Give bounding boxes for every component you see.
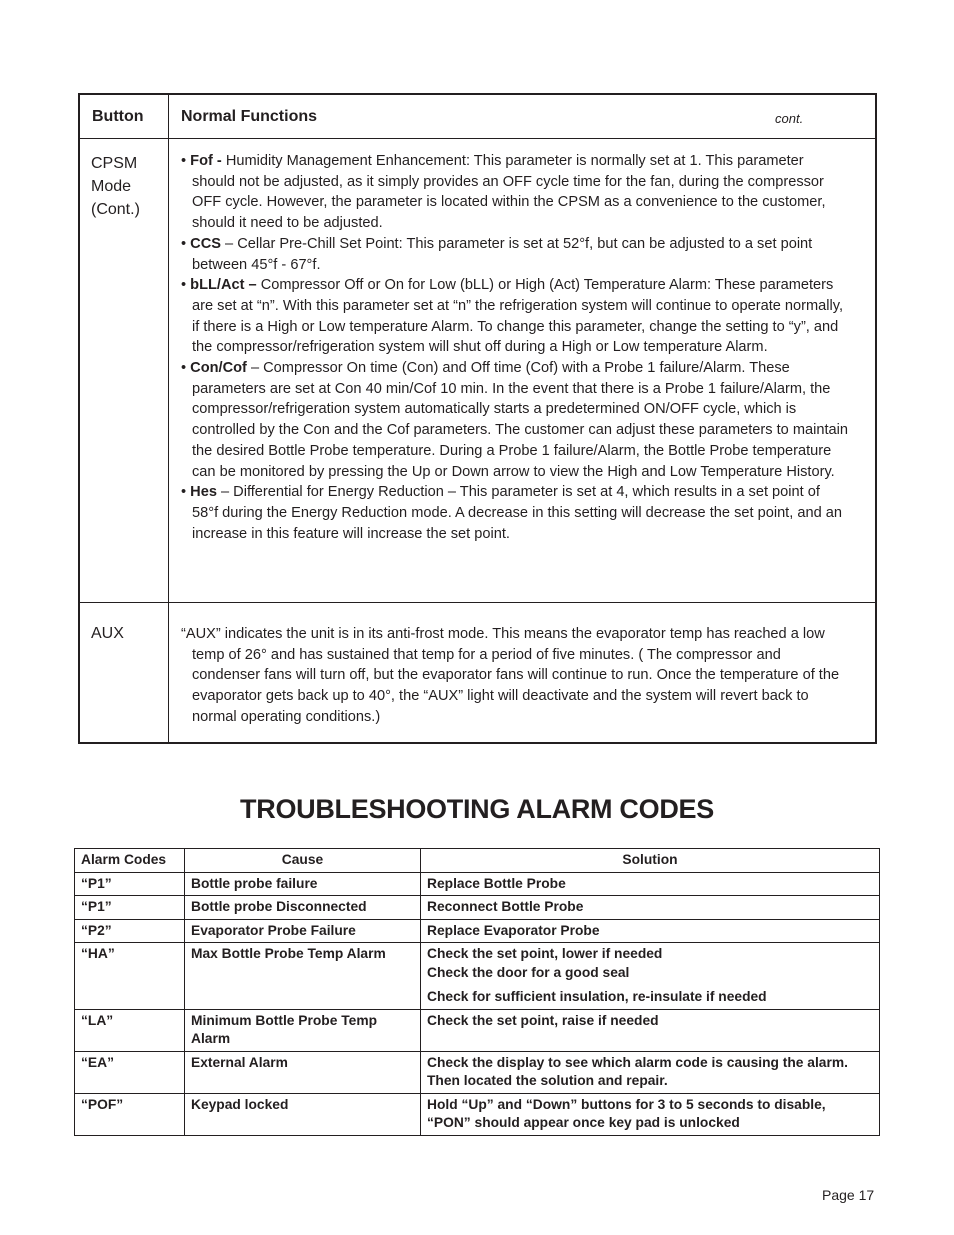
solution-line: Check the set point, raise if needed bbox=[427, 1012, 659, 1028]
header-button: Button bbox=[92, 108, 144, 125]
parameter-bll-act: • bLL/Act – Compressor Off or On for Low (bLL) or High (Act) Temperature Alarm: These parameters are set at “n”. With this parameter set at “n” the refrigeration system will continue to operate normally, if there is a High or Low temperature Alarm. To change this parameter, change the setting to “y”, and the compressor/refrigeration system will shut off during a High or Low temperature Alarm. bbox=[181, 277, 844, 356]
table-row bbox=[75, 919, 880, 943]
aux-description bbox=[181, 624, 849, 728]
header-divider bbox=[80, 138, 875, 139]
section-heading: TROUBLESHOOTING ALARM CODES bbox=[240, 794, 714, 824]
parameter-fof: • Fof - Humidity Management Enhancement: This parameter is normally set at 1. This parameter should not be adjusted, as it simply provides an OFF cycle time for the fan, during the compressor OFF cycle. However, the parameter is located within the CPSM as a convenience to the customer, should it need to be adjusted. bbox=[181, 153, 826, 232]
alarm-cause: Evaporator Probe Failure bbox=[185, 919, 421, 943]
column-divider bbox=[168, 95, 169, 742]
table-row bbox=[75, 896, 880, 920]
alarm-code: “EA” bbox=[75, 1051, 185, 1093]
alarm-solution bbox=[421, 872, 880, 896]
table-row bbox=[75, 1009, 880, 1051]
aux-text: “AUX” indicates the unit is in its anti-frost mode. This means the evaporator temp has reached a low temp of 26° and has sustained that temp for a period of five minutes. ( The compressor and condenser fans will turn off, but the evaporator fans will continue to run. Once the temperature of the evaporator gets back up to 40°, the “AUX” light will deactivate and the system will revert back to normal operating conditions.) bbox=[181, 626, 840, 725]
button-label-aux bbox=[91, 622, 166, 645]
parameter-description: – Compressor On time (Con) and Off time (Cof) with a Probe 1 failure/Alarm. These parameters are set at Con 40 min/Cof 10 min. In the event that there is a Probe 1 failure/Alarm, the compressor/refrigeration system automatically starts a predetermined ON/OFF cycle, which is controlled by the Con and the Cof parameters. The customer can adjust these parameters to maintain the desired Bottle Probe temperature. During a Probe 1 failure/Alarm, the Bottle Probe temperature can be monitored by pressing the Up or Down arrow to view the High and Low Temperature History. bbox=[192, 360, 848, 480]
alarm-solution bbox=[421, 1009, 880, 1051]
button-label-line: (Cont.) bbox=[91, 201, 140, 218]
alarm-code: “P2” bbox=[75, 919, 185, 943]
solution-line: Check the door for a good seal bbox=[427, 964, 630, 980]
alarm-solution bbox=[421, 919, 880, 943]
parameter-con-cof: • Con/Cof – Compressor On time (Con) and Off time (Cof) with a Probe 1 failure/Alarm. These parameters are set at Con 40 min/Cof 10 min. In the event that there is a Probe 1 failure/Alarm, the compressor/refrigeration system automatically starts a predetermined ON/OFF cycle, which is controlled by the Con and the Cof parameters. The customer can adjust these parameters to maintain the desired Bottle Probe temperature. During a Probe 1 failure/Alarm, the Bottle Probe temperature can be monitored by pressing the Up or Down arrow to view the High and Low Temperature History. bbox=[181, 360, 848, 480]
table-row bbox=[75, 872, 880, 896]
button-label-line: AUX bbox=[91, 625, 124, 642]
header-cont-note: cont. bbox=[775, 111, 804, 126]
cpsm-parameter-list bbox=[181, 151, 849, 544]
header-solution: Solution bbox=[421, 849, 880, 873]
solution-line: Check for sufficient insulation, re-insulate if needed bbox=[427, 989, 767, 1004]
button-label-line: CPSM bbox=[91, 155, 138, 172]
parameter-hes: • Hes – Differential for Energy Reduction – This parameter is set at 4, which results in a set point of 58°f during the Energy Reduction mode. A decrease in this setting will decrease the set point, and an increase in this feature will increase the set point. bbox=[181, 484, 842, 542]
row-divider bbox=[80, 602, 875, 603]
solution-line: Check the display to see which alarm code is causing the alarm. Then located the solution and repair. bbox=[427, 1054, 848, 1088]
alarm-codes-table bbox=[74, 848, 880, 1136]
alarm-code: “P1” bbox=[75, 872, 185, 896]
solution-line: Replace Evaporator Probe bbox=[427, 922, 600, 938]
normal-functions-table bbox=[78, 93, 877, 744]
parameter-term: CCS bbox=[190, 235, 221, 252]
alarm-cause: Bottle probe Disconnected bbox=[185, 896, 421, 920]
button-label-line: Mode bbox=[91, 178, 132, 195]
alarm-code: “POF” bbox=[75, 1093, 185, 1135]
alarm-code: “HA” bbox=[75, 943, 185, 1010]
header-cause: Cause bbox=[185, 849, 421, 873]
solution-line: Replace Bottle Probe bbox=[427, 875, 566, 891]
alarm-code: “P1” bbox=[75, 896, 185, 920]
solution-line: Hold “Up” and “Down” buttons for 3 to 5 seconds to disable, “PON” should appear once key pad is unlocked bbox=[427, 1096, 826, 1130]
header-alarm-codes: Alarm Codes bbox=[75, 849, 185, 873]
parameter-description: – Cellar Pre-Chill Set Point: This parameter is set at 52°f, but can be adjusted to a set point between 45°f - 67°f. bbox=[192, 235, 813, 273]
table-header-row bbox=[75, 849, 880, 873]
alarm-cause: External Alarm bbox=[185, 1051, 421, 1093]
solution-line: Reconnect Bottle Probe bbox=[427, 899, 584, 914]
parameter-term: Con/Cof bbox=[190, 360, 247, 377]
parameter-term: Hes bbox=[190, 484, 217, 501]
parameter-description: Compressor Off or On for Low (bLL) or High (Act) Temperature Alarm: These parameters are set at “n”. With this parameter set at “n” the refrigeration system will continue to operate normally, if there is a High or Low temperature Alarm. To change this parameter, change the setting to “y”, and the compressor/refrigeration system will shut off during a High or Low temperature Alarm. bbox=[192, 277, 844, 356]
alarm-cause: Minimum Bottle Probe Temp Alarm bbox=[185, 1009, 421, 1051]
table-row bbox=[75, 1093, 880, 1135]
page-number: Page 17 bbox=[822, 1187, 875, 1203]
alarm-cause: Max Bottle Probe Temp Alarm bbox=[185, 943, 421, 1010]
parameter-description: Humidity Management Enhancement: This parameter is normally set at 1. This parameter should not be adjusted, as it simply provides an OFF cycle time for the fan, during the compressor OFF cycle. However, the parameter is located within the CPSM as a convenience to the customer, should it need to be adjusted. bbox=[192, 153, 826, 232]
table-row bbox=[75, 943, 880, 1010]
parameter-term: Fof - bbox=[190, 153, 222, 169]
alarm-solution bbox=[421, 896, 880, 920]
alarm-solution bbox=[421, 943, 880, 1010]
alarm-cause: Bottle probe failure bbox=[185, 872, 421, 896]
parameter-ccs: • CCS – Cellar Pre-Chill Set Point: This parameter is set at 52°f, but can be adjusted to a set point between 45°f - 67°f. bbox=[181, 235, 813, 273]
table-row bbox=[75, 1051, 880, 1093]
alarm-cause: Keypad locked bbox=[185, 1093, 421, 1135]
button-label-cpsm bbox=[91, 152, 166, 221]
alarm-code: “LA” bbox=[75, 1009, 185, 1051]
header-normal-functions: Normal Functions bbox=[181, 108, 318, 125]
parameter-description: – Differential for Energy Reduction – This parameter is set at 4, which results in a set point of 58°f during the Energy Reduction mode. A decrease in this setting will decrease the set point, and an increase in this feature will increase the set point. bbox=[192, 484, 842, 542]
solution-line: Check the set point, lower if needed bbox=[427, 946, 663, 961]
alarm-solution bbox=[421, 1093, 880, 1135]
alarm-solution bbox=[421, 1051, 880, 1093]
parameter-term: bLL/Act – bbox=[190, 277, 257, 294]
